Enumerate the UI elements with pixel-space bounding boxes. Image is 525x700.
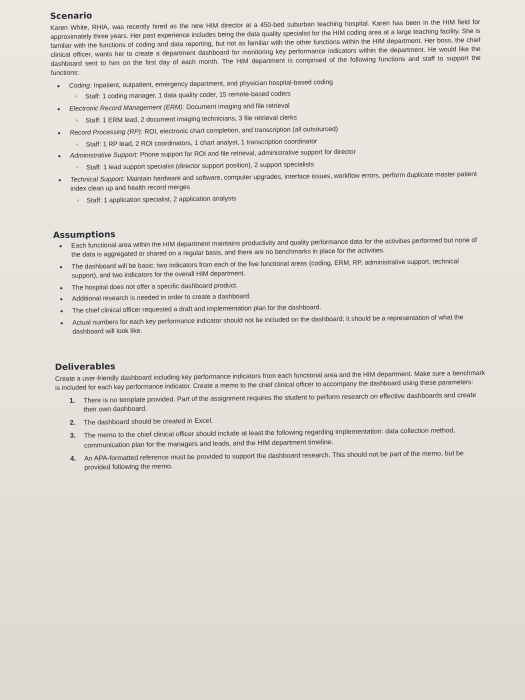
function-staff-rp: ◦ Staff: 1 RP lead, 2 ROI coordinators, 1 chart analyst, 1 transcription coordinator [52, 136, 482, 151]
deliverable-item: 2. The dashboard should be created in Excel. [69, 417, 214, 427]
deliverables-list [55, 391, 486, 473]
assumption-item: • The dashboard will be basic: two indicators from each of the five functional areas (coding, ERM, RP, administrative support, technical support), and two indicators for the overall HIM department. [54, 258, 484, 282]
function-staff-admin-support: ◦ Staff: 1 lead support specialist (director support position), 2 support specialists [52, 159, 482, 174]
functions-list [51, 77, 483, 207]
assumptions-list [53, 237, 484, 337]
assumption-item: • Additional research is needed in order to create a dashboard. [54, 290, 484, 305]
document-content [50, 6, 486, 477]
function-staff-erm: ◦ Staff: 1 ERM lead, 2 document imaging technicians, 3 file retrieval clerks [51, 112, 481, 127]
function-item-rp: • Record Processing (RP): ROI, electronic chart completion, and transcription (all outsourced) [52, 124, 482, 139]
deliverables-heading: Deliverables [54, 361, 116, 373]
assumptions-heading: Assumptions [53, 230, 116, 242]
function-staff-coding: ◦ Staff: 1 coding manager, 1 data quality coder, 15 remote-based coders [51, 88, 481, 103]
assumption-item: • The hospital does not offer a specific dashboard product. [54, 278, 484, 293]
assumption-item: • The chief clinical officer requested a draft and implementation plan for the dashboard. [54, 302, 484, 317]
scenario-heading: Scenario [50, 11, 93, 22]
function-item-coding: • Coding: Inpatient, outpatient, emergency department, and physician hospital-based coding [51, 77, 481, 92]
function-staff-tech-support: ◦ Staff: 1 application specialist, 2 application analysts [53, 192, 483, 207]
scenario-paragraph: Karen White, RHIA, was recently hired as the new HIM director at a 450-bed suburban teaching hospital. Karen has been in the HIM field for approximately three years. Her past experience includes being the data quality specialist for the HIM coding area at a large teaching facility. She is familiar with the functions of coding and data reporting, but not as familiar with the other functions within the HIM department. Her boss, the chief clinical officer, wants her to create a department dashboard for monitoring key performance indicators within the department. He would like the dashboard sent to him on the first day of each month. The HIM department is comprised of the following functions and staff to support the functions: [50, 18, 481, 78]
assumption-item: • Actual numbers for each key performance indicator should not be included on the dashboard; it should be a representation of what the dashboard will look like. [54, 314, 484, 338]
deliverable-item: 1. There is no template provided. Part of the assignment requires the student to perform research on effective dashboards and create their own dashboard. [69, 391, 477, 414]
deliverable-item: 4. An APA-formatted reference must be provided to support the dashboard research. This should not be part of the memo, but be provided following the memo. [70, 449, 464, 472]
assumption-item: • Each functional area within the HIM department maintains productivity and quality performance data for the activities performed but none of the data is aggregated or shared on a regular basis, and there are no benchmarks in place for the activities. [53, 237, 483, 261]
deliverable-item: 3. The memo to the chief clinical officer should include at least the following regarding implementation: data collection method, communication plan for the managers and leads, and the HIM department timeline. [69, 427, 456, 450]
deliverables-paragraph: Create a user-friendly dashboard including key performance indicators from each functional area and the HIM department. Make sure a benchmark is included for each key performance indicator. Create a memo to the chief clinical officer to accompany the dashboard using these parameters: [55, 369, 486, 392]
function-item-admin-support: • Administrative Support: Phone support for ROI and file retrieval, administrative support for director [52, 147, 482, 162]
function-item-tech-support: • Technical Support: Maintain hardware and software, computer upgrades, interface issues, workflow errors, perform duplicate master patient index clean up and health record merges [52, 171, 482, 195]
function-item-erm: • Electronic Record Management (ERM): Document imaging and file retrieval [51, 100, 481, 115]
